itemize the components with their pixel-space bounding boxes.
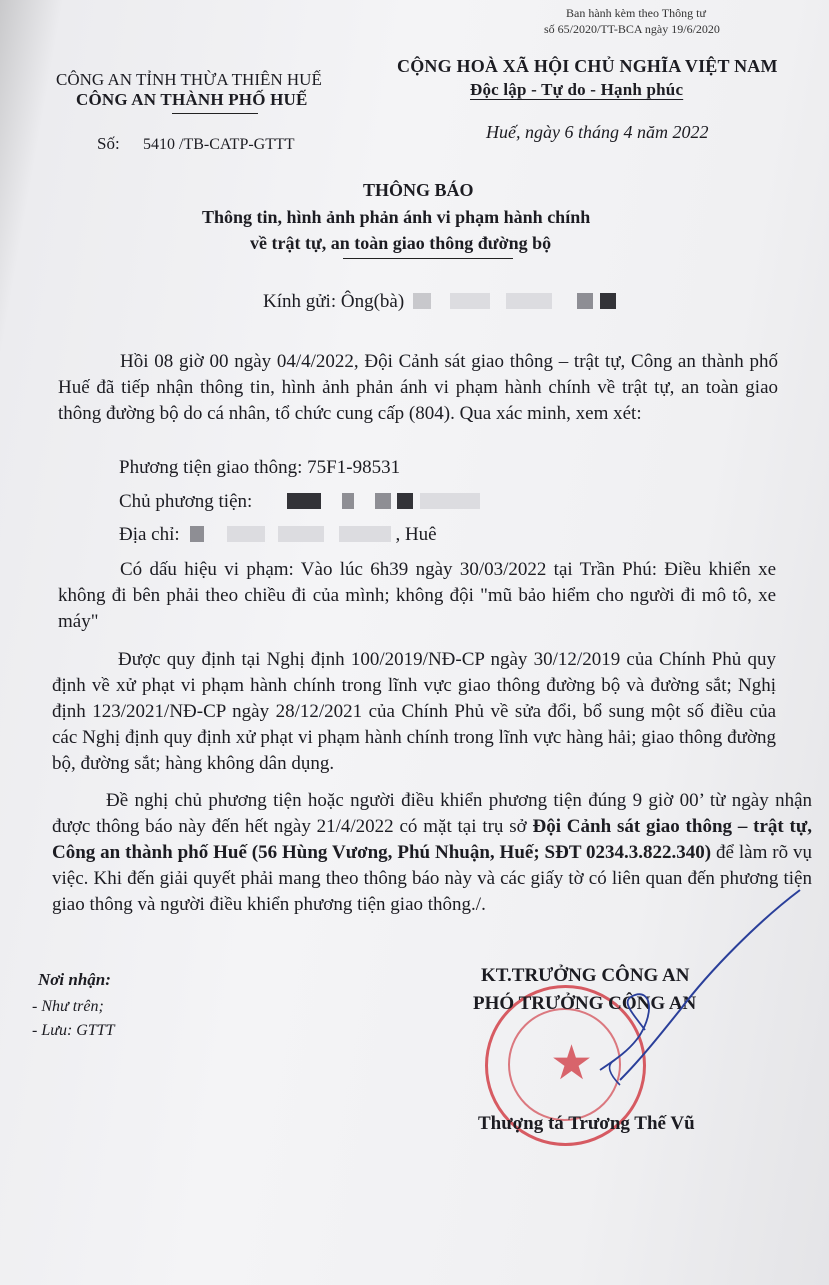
agency-name-text: CÔNG AN THÀNH PHỐ HUẾ <box>76 90 308 109</box>
owner-line <box>119 489 480 515</box>
doc-subtitle-2: về trật tự, an toàn giao thông đường bộ <box>250 233 552 253</box>
regulation-paragraph: Được quy định tại Nghị định 100/2019/NĐ-CP ngày 30/12/2019 của Chính Phủ quy định về xử phạt vi phạm hành chính trong lĩnh vực giao thông đường bộ và đường sắt; Nghị định 123/2021/NĐ-CP ngày 28/12/2021 của Chính Phủ về sửa đổi, bổ sung một số điều của các Nghị định quy định xử phạt vi phạm hành chính trong lĩnh vực hàng hải; giao thông đường bộ, đường sắt; hàng không dân dụng. <box>52 649 776 774</box>
vehicle-line: Phương tiện giao thông: 75F1-98531 <box>119 457 401 478</box>
national-title: CỘNG HOÀ XÃ HỘI CHỦ NGHĨA VIỆT NAM <box>397 56 778 76</box>
redacted-name-block <box>577 293 593 309</box>
address-tail: , Huê <box>395 524 437 545</box>
redacted-name-block <box>413 293 431 309</box>
signer-name: Thượng tá Trương Thế Vũ <box>478 1113 695 1134</box>
star-icon: ★ <box>550 1037 594 1090</box>
redacted-name-block <box>600 293 616 309</box>
request-part1: Đề nghị chủ phương tiện hoặc người điều khiển phương tiện đúng 9 giờ 00’ từ ngày nhận được thông báo này đến hết ngày 21/4/2022 có mặt tại trụ sở <box>52 790 812 837</box>
request-bold: Đội Cảnh sát giao thông – trật tự, Công an thành phố Huế (56 Hùng Vương, Phú Nhuận, Huế; SĐT 0234.3.822.340) <box>52 816 812 863</box>
address-label: Địa chỉ: <box>119 524 180 545</box>
redacted-owner-block <box>342 493 354 509</box>
agency-name <box>76 90 308 110</box>
signature-title-2: PHÓ TRƯỞNG CÔNG AN <box>473 993 697 1014</box>
address-line <box>119 522 437 548</box>
intro-paragraph: Hồi 08 giờ 00 ngày 04/4/2022, Đội Cảnh sát giao thông – trật tự, Công an thành phố Huế đã tiếp nhận thông tin, hình ảnh phản ánh vi phạm hành chính về trật tự, an toàn giao thông đường bộ do cá nhân, tổ chức cung cấp (804). Qua xác minh, xem xét: <box>58 351 778 424</box>
redacted-name-block <box>450 293 490 309</box>
recipient-item: - Lưu: GTTT <box>32 1022 115 1039</box>
request-part2: để làm rõ vụ việc. Khi đến giải quyết phải mang theo thông báo này và các giấy tờ có liên quan đến phương tiện giao thông và người điều khiển phương tiện giao thông./. <box>52 842 812 915</box>
redacted-address-block <box>278 526 324 542</box>
redacted-address-block <box>227 526 265 542</box>
redacted-owner-block <box>420 493 480 509</box>
redacted-owner-block <box>397 493 413 509</box>
redacted-address-block <box>190 526 204 542</box>
redacted-name-block <box>506 293 552 309</box>
redacted-owner-block <box>287 493 321 509</box>
doc-number-label: Số: <box>97 134 120 153</box>
national-motto: Độc lập - Tự do - Hạnh phúc <box>470 80 684 99</box>
signature-title-1: KT.TRƯỞNG CÔNG AN <box>481 965 690 986</box>
owner-label: Chủ phương tiện: <box>119 491 253 512</box>
doc-title: THÔNG BÁO <box>363 180 474 200</box>
salutation <box>263 289 616 315</box>
title-underline <box>343 258 513 259</box>
place-date: Huế, ngày 6 tháng 4 năm 2022 <box>486 122 709 142</box>
doc-number: 5410 /TB-CATP-GTTT <box>143 136 295 153</box>
redacted-owner-block <box>375 493 391 509</box>
recipients-title: Nơi nhận: <box>38 970 111 989</box>
violation-paragraph: Có dấu hiệu vi phạm: Vào lúc 6h39 ngày 30/03/2022 tại Trần Phú: Điều khiển xe không đi bên phải theo chiều đi của mình; không đội "mũ bảo hiểm cho người đi mô tô, xe máy" <box>58 559 776 632</box>
issuance-note-line1: Ban hành kèm theo Thông tư <box>566 6 706 20</box>
doc-subtitle-1: Thông tin, hình ảnh phản ánh vi phạm hành chính <box>202 207 591 227</box>
handwritten-signature <box>560 860 820 1100</box>
recipient-item: - Như trên; <box>32 998 104 1015</box>
agency-parent: CÔNG AN TỈNH THỪA THIÊN HUẾ <box>56 70 322 89</box>
issuance-note <box>544 5 720 37</box>
agency-underline <box>172 113 258 114</box>
redacted-address-block <box>339 526 391 542</box>
issuance-note-line2: số 65/2020/TT-BCA ngày 19/6/2020 <box>544 22 720 36</box>
salutation-text: Kính gửi: Ông(bà) <box>263 291 405 312</box>
